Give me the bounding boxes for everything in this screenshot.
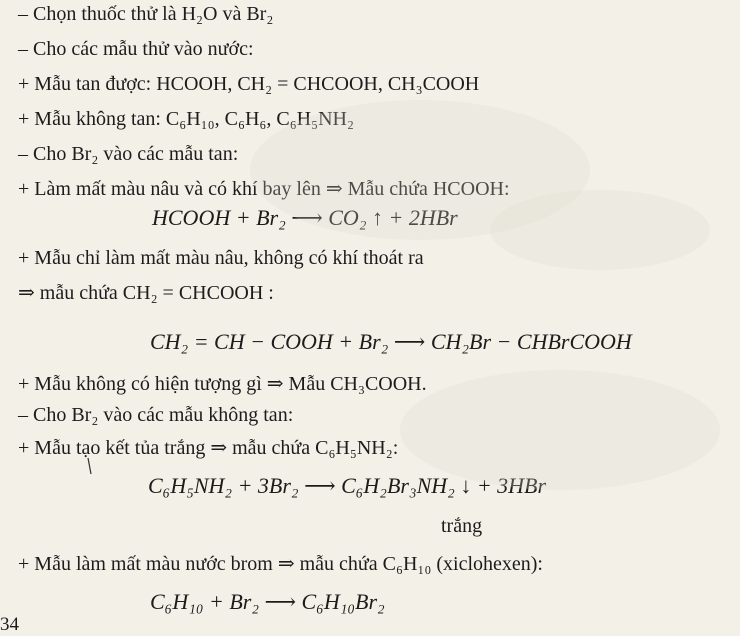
precipitate-caption: trắng — [441, 515, 483, 537]
line-hcooh-test: + Làm mất màu nâu và có khí bay lên ⇒ Mẫu chứa HCOOH: — [18, 178, 510, 200]
line-acrylic-acid: ⇒ mẫu chứa CH₂ = CHCOOH : — [18, 282, 274, 304]
line-br2-to-insoluble: – Cho Br₂ vào các mẫu không tan: — [18, 404, 294, 426]
line-acetic-acid: + Mẫu không có hiện tượng gì ⇒ Mẫu CH₃COOH. — [18, 373, 427, 395]
line-insoluble-samples: + Mẫu không tan: C₆H₁₀, C₆H₆, C₆H₅NH₂ — [18, 108, 354, 130]
page-number: 34 — [0, 614, 19, 635]
line-soluble-samples: + Mẫu tan được: HCOOH, CH₂ = CHCOOH, CH₃COOH — [18, 73, 480, 95]
line-reagent-choice: – Chọn thuốc thử là H₂O và Br₂ — [18, 3, 274, 25]
line-aniline-test: + Mẫu tạo kết tủa trắng ⇒ mẫu chứa C₆H₅NH₂: — [18, 437, 399, 459]
line-add-to-water: – Cho các mẫu thử vào nước: — [18, 38, 254, 60]
line-br2-to-soluble: – Cho Br₂ vào các mẫu tan: — [18, 143, 239, 165]
line-cyclohexene-test: + Mẫu làm mất màu nước brom ⇒ mẫu chứa C₆H₁₀ (xiclohexen): — [18, 553, 543, 575]
equation-hcooh: HCOOH + Br₂ ⟶ CO₂ ↑ + 2HBr — [152, 205, 458, 230]
equation-acrylic-acid: CH₂ = CH − COOH + Br₂ ⟶ CH₂Br − CHBrCOOH — [150, 329, 632, 354]
equation-cyclohexene: C₆H₁₀ + Br₂ ⟶ C₆H₁₀Br₂ — [150, 589, 385, 614]
equation-aniline: C₆H₅NH₂ + 3Br₂ ⟶ C₆H₂Br₃NH₂ ↓ + 3HBr — [148, 473, 547, 498]
line-decolorize-only: + Mẫu chỉ làm mất màu nâu, không có khí thoát ra — [18, 247, 424, 269]
